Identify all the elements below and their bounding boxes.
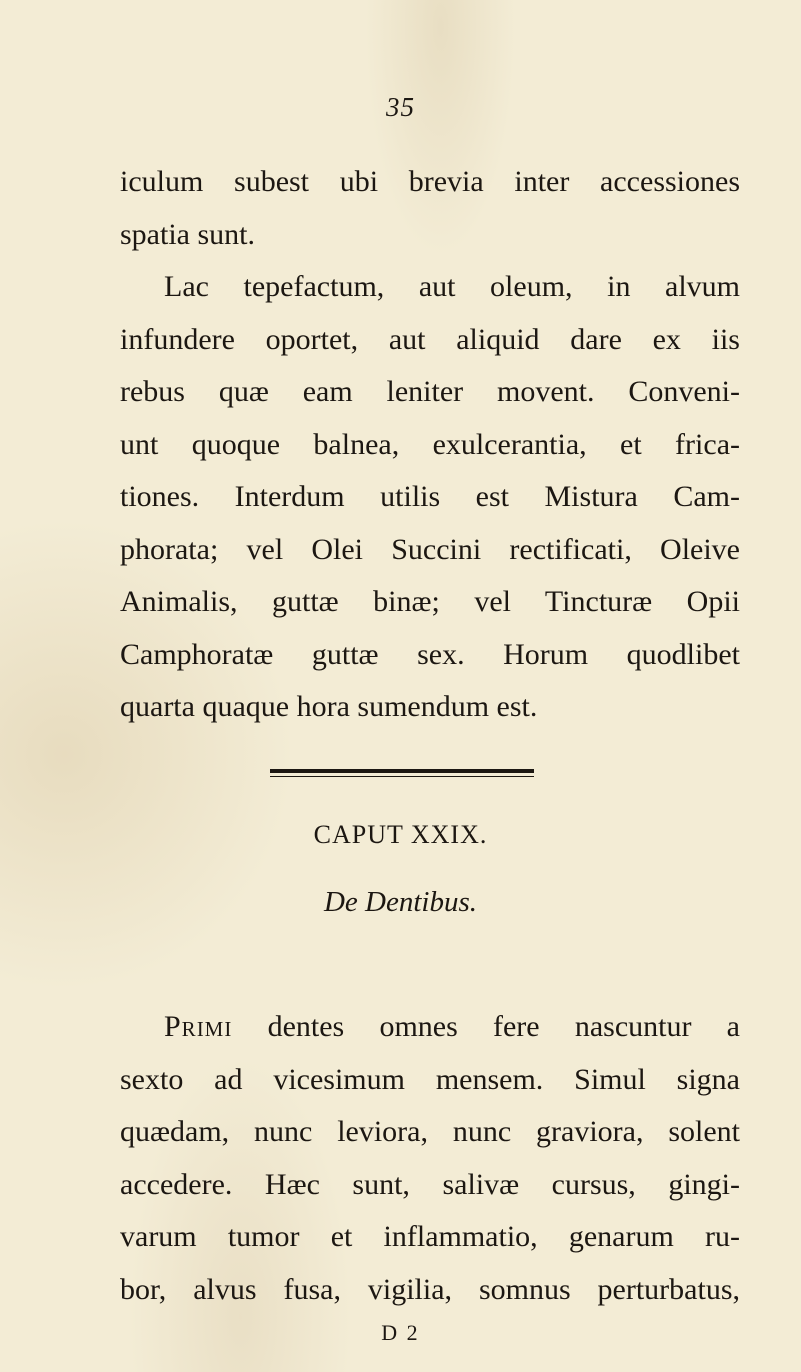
text-line: Camphoratæ guttæ sex. Horum quodlibet	[120, 637, 740, 671]
text-line: spatia sunt.	[120, 217, 255, 251]
text-line: bor, alvus fusa, vigilia, somnus perturbatus,	[120, 1272, 740, 1306]
text-line: sexto ad vicesimum mensem. Simul signa	[120, 1062, 740, 1096]
first-word-smallcaps: Primi	[164, 1010, 233, 1043]
text-line: quarta quaque hora sumendum est.	[120, 690, 538, 723]
chapter-subtitle: De Dentibus.	[323, 886, 478, 918]
signature-mark: D 2	[381, 1320, 420, 1345]
section-divider-thin	[270, 776, 534, 777]
text-line: unt quoque balnea, exulcerantia, et frica-	[120, 427, 740, 461]
text-line: varum tumor et inflammatio, genarum ru-	[120, 1220, 740, 1253]
page-number: 35	[386, 92, 415, 122]
text-line: quædam, nunc leviora, nunc graviora, solent	[120, 1115, 740, 1148]
text-line-first	[120, 1001, 740, 1054]
text-line: tiones. Interdum utilis est Mistura Cam-	[120, 480, 740, 513]
text-line: Lac tepefactum, aut oleum, in alvum	[164, 270, 740, 303]
text-line: phorata; vel Olei Succini rectificati, Oleive	[120, 532, 740, 566]
chapter-title: CAPUT XXIX.	[313, 820, 488, 849]
section-divider-thick	[270, 769, 534, 773]
text-line: iculum subest ubi brevia inter accessiones	[120, 165, 740, 198]
paragraph-2	[120, 1001, 740, 1316]
text-line: Animalis, guttæ binæ; vel Tincturæ Opii	[120, 585, 740, 618]
paragraph-1	[120, 156, 740, 734]
text-line: infundere oportet, aut aliquid dare ex iis	[120, 322, 740, 356]
first-line-rest: dentes omnes fere nascuntur a	[232, 1010, 740, 1043]
text-line: rebus quæ eam leniter movent. Conveni-	[120, 375, 740, 408]
text-line: accedere. Hæc sunt, salivæ cursus, gingi-	[120, 1167, 740, 1201]
